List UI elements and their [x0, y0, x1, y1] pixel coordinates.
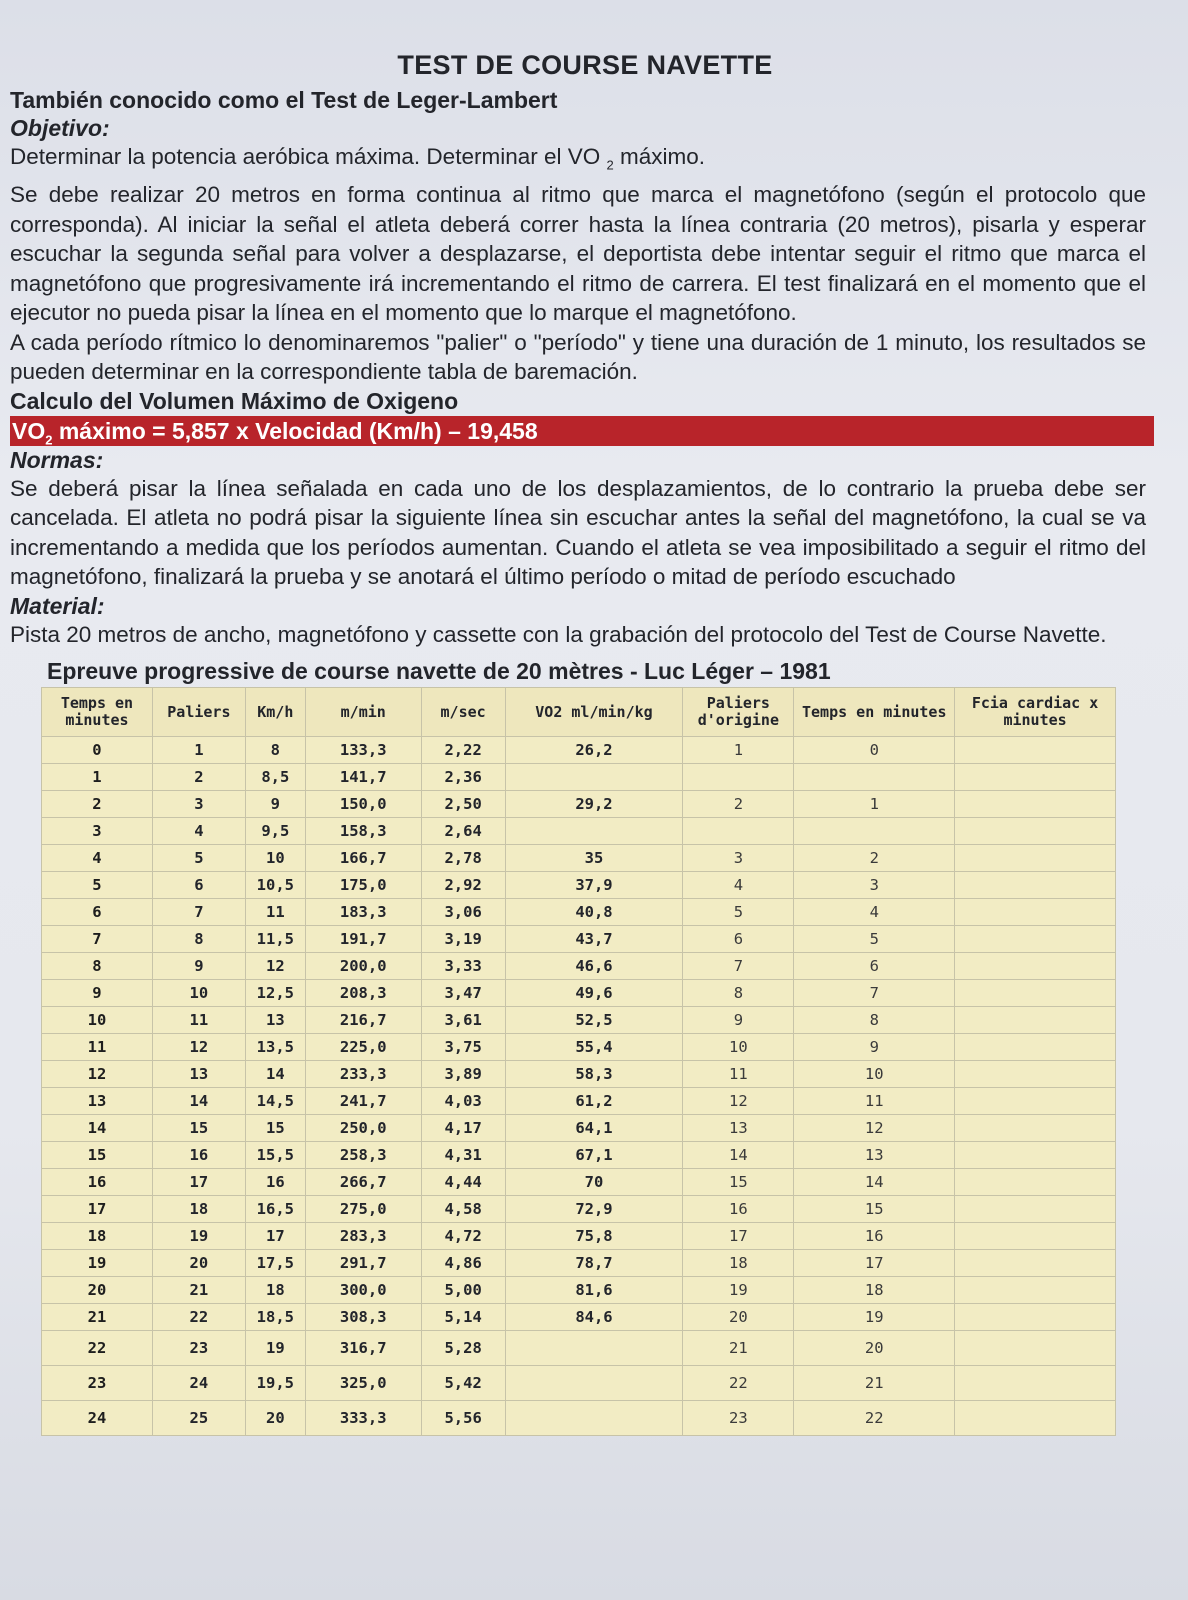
cell-m-sec: 4,58: [421, 1196, 505, 1223]
header-m-min: m/min: [305, 688, 421, 737]
cell-fcia: [955, 1223, 1116, 1250]
cell-m-min: 225,0: [305, 1034, 421, 1061]
subtitle: También conocido como el Test de Leger-Lambert: [10, 87, 558, 113]
cell-vo2: 37,9: [505, 872, 683, 899]
cell-fcia: [955, 1304, 1116, 1331]
cell-paliers: 19: [152, 1223, 245, 1250]
cell-fcia: [955, 764, 1116, 791]
cell-kmh: 12: [245, 953, 305, 980]
cell-kmh: 18: [245, 1277, 305, 1304]
cell-temps: 2: [42, 791, 153, 818]
cell-temps-2: 11: [794, 1088, 955, 1115]
cell-paliers: 16: [152, 1142, 245, 1169]
cell-temps-2: [794, 818, 955, 845]
cell-paliers-origine: 12: [683, 1088, 794, 1115]
cell-m-sec: 4,03: [421, 1088, 505, 1115]
cell-paliers-origine: 15: [683, 1169, 794, 1196]
cell-paliers: 20: [152, 1250, 245, 1277]
cell-m-min: 183,3: [305, 899, 421, 926]
table-row: [42, 1366, 1116, 1401]
cell-paliers: 23: [152, 1331, 245, 1366]
cell-fcia: [955, 1088, 1116, 1115]
cell-m-min: 325,0: [305, 1366, 421, 1401]
cell-paliers: 7: [152, 899, 245, 926]
cell-temps-2: 9: [794, 1034, 955, 1061]
cell-kmh: 19,5: [245, 1366, 305, 1401]
cell-kmh: 15,5: [245, 1142, 305, 1169]
formula-bar: [10, 416, 1154, 446]
cell-temps-2: 1: [794, 791, 955, 818]
header-vo2: VO2 ml/min/kg: [505, 688, 683, 737]
cell-paliers: 3: [152, 791, 245, 818]
cell-paliers: 14: [152, 1088, 245, 1115]
cell-m-min: 233,3: [305, 1061, 421, 1088]
table-title: Epreuve progressive de course navette de 20 mètres - Luc Léger – 1981: [47, 658, 831, 684]
cell-fcia: [955, 1115, 1116, 1142]
cell-temps: 23: [42, 1366, 153, 1401]
cell-kmh: 8: [245, 737, 305, 764]
cell-fcia: [955, 1169, 1116, 1196]
cell-kmh: 19: [245, 1331, 305, 1366]
cell-vo2: [505, 818, 683, 845]
cell-fcia: [955, 926, 1116, 953]
table-row: [42, 899, 1116, 926]
cell-kmh: 9: [245, 791, 305, 818]
cell-kmh: 11,5: [245, 926, 305, 953]
objetivo-paragraph-2: A cada período rítmico lo denominaremos "palier" o "período" y tiene una duración de 1 minuto, los resultados se pueden determinar en la correspondiente tabla de baremación.: [10, 329, 1146, 384]
header-paliers-origine: Paliers d'origine: [683, 688, 794, 737]
cell-vo2: 61,2: [505, 1088, 683, 1115]
cell-vo2: 67,1: [505, 1142, 683, 1169]
cell-kmh: 17,5: [245, 1250, 305, 1277]
cell-m-sec: 3,19: [421, 926, 505, 953]
cell-m-min: 191,7: [305, 926, 421, 953]
cell-temps-2: 0: [794, 737, 955, 764]
cell-temps: 12: [42, 1061, 153, 1088]
table-row: [42, 1401, 1116, 1436]
formula-sub: 2: [45, 432, 53, 448]
cell-vo2: 29,2: [505, 791, 683, 818]
cell-paliers-origine: 13: [683, 1115, 794, 1142]
cell-temps: 4: [42, 845, 153, 872]
objetivo-line-sub: 2: [606, 157, 614, 173]
cell-m-sec: 2,22: [421, 737, 505, 764]
cell-paliers: 6: [152, 872, 245, 899]
table-row: [42, 1061, 1116, 1088]
cell-m-sec: 2,50: [421, 791, 505, 818]
course-navette-table: [41, 687, 1116, 1436]
table-row: [42, 845, 1116, 872]
table-body: [42, 737, 1116, 1436]
cell-m-sec: 5,14: [421, 1304, 505, 1331]
table-row: [42, 737, 1116, 764]
normas-label: Normas:: [10, 446, 104, 473]
cell-fcia: [955, 1142, 1116, 1169]
cell-paliers-origine: 8: [683, 980, 794, 1007]
cell-temps-2: 8: [794, 1007, 955, 1034]
cell-kmh: 20: [245, 1401, 305, 1436]
cell-m-min: 241,7: [305, 1088, 421, 1115]
cell-temps-2: 17: [794, 1250, 955, 1277]
cell-paliers-origine: 14: [683, 1142, 794, 1169]
cell-kmh: 10,5: [245, 872, 305, 899]
header-temps-en-minutes: Temps en minutes: [42, 688, 153, 737]
calculo-heading: Calculo del Volumen Máximo de Oxigeno: [10, 387, 459, 414]
cell-m-min: 133,3: [305, 737, 421, 764]
cell-temps-2: 15: [794, 1196, 955, 1223]
cell-paliers: 4: [152, 818, 245, 845]
table-row: [42, 818, 1116, 845]
cell-vo2: 70: [505, 1169, 683, 1196]
cell-kmh: 17: [245, 1223, 305, 1250]
cell-paliers-origine: 7: [683, 953, 794, 980]
cell-m-sec: 3,33: [421, 953, 505, 980]
table-row: [42, 1277, 1116, 1304]
cell-temps: 7: [42, 926, 153, 953]
cell-paliers: 9: [152, 953, 245, 980]
cell-vo2: [505, 764, 683, 791]
cell-m-sec: 4,31: [421, 1142, 505, 1169]
header-paliers: Paliers: [152, 688, 245, 737]
page-title: TEST DE COURSE NAVETTE: [397, 50, 773, 80]
cell-paliers: 22: [152, 1304, 245, 1331]
cell-paliers-origine: 4: [683, 872, 794, 899]
cell-temps: 0: [42, 737, 153, 764]
objetivo-paragraph-1: Se debe realizar 20 metros en forma continua al ritmo que marca el magnetófono (según el protocolo que corresponda). Al iniciar la señal el atleta deberá correr hasta la línea contraria (20 metros), pisarla y esperar escuchar la segunda señal para volver a desplazarse, el deportista debe intentar seguir el ritmo que marca el magnetófono que progresivamente irá incrementando el ritmo de carrera. El test finalizará en el momento que el ejecutor no pueda pisar la línea en el momento que lo marque el magnetófono.: [10, 182, 1146, 325]
cell-vo2: 64,1: [505, 1115, 683, 1142]
cell-kmh: 9,5: [245, 818, 305, 845]
material-paragraph: Pista 20 metros de ancho, magnetófono y cassette con la grabación del protocolo del Test de Course Navette.: [10, 621, 1107, 647]
table-row: [42, 1250, 1116, 1277]
cell-paliers: 11: [152, 1007, 245, 1034]
cell-vo2: 46,6: [505, 953, 683, 980]
cell-kmh: 18,5: [245, 1304, 305, 1331]
cell-vo2: [505, 1366, 683, 1401]
cell-temps-2: 21: [794, 1366, 955, 1401]
cell-temps: 15: [42, 1142, 153, 1169]
cell-temps-2: 19: [794, 1304, 955, 1331]
cell-temps-2: 14: [794, 1169, 955, 1196]
cell-temps: 17: [42, 1196, 153, 1223]
cell-m-min: 216,7: [305, 1007, 421, 1034]
cell-paliers: 1: [152, 737, 245, 764]
cell-temps: 22: [42, 1331, 153, 1366]
cell-paliers: 25: [152, 1401, 245, 1436]
cell-temps-2: 20: [794, 1331, 955, 1366]
cell-fcia: [955, 1250, 1116, 1277]
cell-m-sec: 4,17: [421, 1115, 505, 1142]
objetivo-label: Objetivo:: [10, 115, 110, 141]
cell-fcia: [955, 1331, 1116, 1366]
cell-m-min: 158,3: [305, 818, 421, 845]
header-temps-en-minutes-2: Temps en minutes: [794, 688, 955, 737]
cell-vo2: 35: [505, 845, 683, 872]
cell-kmh: 13,5: [245, 1034, 305, 1061]
cell-temps: 8: [42, 953, 153, 980]
cell-m-min: 141,7: [305, 764, 421, 791]
cell-kmh: 10: [245, 845, 305, 872]
cell-temps-2: 13: [794, 1142, 955, 1169]
cell-kmh: 11: [245, 899, 305, 926]
cell-vo2: 58,3: [505, 1061, 683, 1088]
table-row: [42, 1196, 1116, 1223]
cell-paliers-origine: [683, 764, 794, 791]
formula-post: máximo = 5,857 x Velocidad (Km/h) – 19,458: [52, 417, 538, 444]
cell-temps-2: 12: [794, 1115, 955, 1142]
material-label: Material:: [10, 592, 105, 619]
cell-vo2: 81,6: [505, 1277, 683, 1304]
cell-temps-2: 22: [794, 1401, 955, 1436]
cell-m-sec: 2,36: [421, 764, 505, 791]
cell-paliers: 24: [152, 1366, 245, 1401]
cell-paliers: 10: [152, 980, 245, 1007]
table-row: [42, 1223, 1116, 1250]
cell-temps-2: 10: [794, 1061, 955, 1088]
table-row: [42, 926, 1116, 953]
cell-paliers: 17: [152, 1169, 245, 1196]
cell-temps-2: 6: [794, 953, 955, 980]
cell-paliers: 13: [152, 1061, 245, 1088]
cell-kmh: 14,5: [245, 1088, 305, 1115]
cell-m-min: 250,0: [305, 1115, 421, 1142]
cell-vo2: [505, 1401, 683, 1436]
cell-m-min: 316,7: [305, 1331, 421, 1366]
cell-temps-2: 3: [794, 872, 955, 899]
cell-paliers-origine: 20: [683, 1304, 794, 1331]
table-row: [42, 953, 1116, 980]
cell-m-min: 150,0: [305, 791, 421, 818]
table-row: [42, 1142, 1116, 1169]
cell-m-sec: 3,61: [421, 1007, 505, 1034]
cell-fcia: [955, 818, 1116, 845]
cell-paliers: 8: [152, 926, 245, 953]
cell-fcia: [955, 1401, 1116, 1436]
cell-m-min: 208,3: [305, 980, 421, 1007]
cell-temps-2: 7: [794, 980, 955, 1007]
cell-paliers-origine: 1: [683, 737, 794, 764]
cell-vo2: 43,7: [505, 926, 683, 953]
cell-m-min: 291,7: [305, 1250, 421, 1277]
cell-paliers-origine: 16: [683, 1196, 794, 1223]
cell-vo2: [505, 1331, 683, 1366]
cell-fcia: [955, 953, 1116, 980]
cell-paliers-origine: [683, 818, 794, 845]
normas-paragraph: Se deberá pisar la línea señalada en cada uno de los desplazamientos, de lo contrario la prueba debe ser cancelada. El atleta no podrá pisar la siguiente línea sin escuchar antes la señal del magnetófono, la cual se va incrementando a medida que los períodos aumentan. Cuando el atleta se vea imposibilitado a seguir el ritmo del magnetófono, finalizará la prueba y se anotará el último período o mitad de período escuchado: [10, 475, 1146, 589]
table-row: [42, 1034, 1116, 1061]
cell-m-min: 200,0: [305, 953, 421, 980]
cell-paliers-origine: 11: [683, 1061, 794, 1088]
cell-temps: 14: [42, 1115, 153, 1142]
cell-paliers-origine: 18: [683, 1250, 794, 1277]
cell-temps: 18: [42, 1223, 153, 1250]
cell-temps-2: 18: [794, 1277, 955, 1304]
cell-vo2: 72,9: [505, 1196, 683, 1223]
table-row: [42, 791, 1116, 818]
cell-kmh: 16: [245, 1169, 305, 1196]
objetivo-line-post: máximo.: [613, 144, 705, 169]
cell-paliers-origine: 17: [683, 1223, 794, 1250]
cell-m-min: 308,3: [305, 1304, 421, 1331]
cell-paliers-origine: 3: [683, 845, 794, 872]
header-fcia-cardiac: Fcia cardiac x minutes: [955, 688, 1116, 737]
cell-fcia: [955, 1196, 1116, 1223]
cell-temps: 3: [42, 818, 153, 845]
cell-m-min: 266,7: [305, 1169, 421, 1196]
cell-vo2: 75,8: [505, 1223, 683, 1250]
table-row: [42, 764, 1116, 791]
header-m-sec: m/sec: [421, 688, 505, 737]
cell-m-sec: 3,47: [421, 980, 505, 1007]
cell-paliers-origine: 2: [683, 791, 794, 818]
cell-paliers-origine: 22: [683, 1366, 794, 1401]
cell-fcia: [955, 791, 1116, 818]
formula-pre: VO: [12, 417, 46, 444]
cell-temps-2: 2: [794, 845, 955, 872]
cell-fcia: [955, 899, 1116, 926]
table-row: [42, 1331, 1116, 1366]
table-row: [42, 980, 1116, 1007]
cell-temps: 11: [42, 1034, 153, 1061]
cell-fcia: [955, 1061, 1116, 1088]
cell-paliers-origine: 6: [683, 926, 794, 953]
cell-m-min: 166,7: [305, 845, 421, 872]
cell-paliers-origine: 23: [683, 1401, 794, 1436]
cell-m-min: 333,3: [305, 1401, 421, 1436]
table-row: [42, 872, 1116, 899]
cell-paliers: 5: [152, 845, 245, 872]
header-km-h: Km/h: [245, 688, 305, 737]
cell-fcia: [955, 1007, 1116, 1034]
cell-fcia: [955, 737, 1116, 764]
cell-temps-2: [794, 764, 955, 791]
cell-temps: 9: [42, 980, 153, 1007]
cell-vo2: 78,7: [505, 1250, 683, 1277]
cell-temps: 16: [42, 1169, 153, 1196]
cell-paliers-origine: 21: [683, 1331, 794, 1366]
cell-m-sec: 2,92: [421, 872, 505, 899]
cell-vo2: 40,8: [505, 899, 683, 926]
table-row: [42, 1007, 1116, 1034]
cell-vo2: 55,4: [505, 1034, 683, 1061]
cell-paliers: 12: [152, 1034, 245, 1061]
cell-kmh: 16,5: [245, 1196, 305, 1223]
cell-fcia: [955, 872, 1116, 899]
cell-fcia: [955, 980, 1116, 1007]
cell-vo2: 49,6: [505, 980, 683, 1007]
cell-fcia: [955, 1366, 1116, 1401]
cell-vo2: 52,5: [505, 1007, 683, 1034]
cell-paliers-origine: 5: [683, 899, 794, 926]
cell-paliers: 18: [152, 1196, 245, 1223]
cell-m-sec: 4,44: [421, 1169, 505, 1196]
table-row: [42, 1304, 1116, 1331]
cell-m-sec: 3,75: [421, 1034, 505, 1061]
cell-temps-2: 16: [794, 1223, 955, 1250]
cell-vo2: 84,6: [505, 1304, 683, 1331]
cell-temps: 24: [42, 1401, 153, 1436]
cell-kmh: 12,5: [245, 980, 305, 1007]
cell-paliers: 15: [152, 1115, 245, 1142]
cell-m-sec: 2,78: [421, 845, 505, 872]
cell-m-min: 300,0: [305, 1277, 421, 1304]
objetivo-line: [10, 142, 1146, 180]
cell-m-sec: 4,86: [421, 1250, 505, 1277]
cell-kmh: 14: [245, 1061, 305, 1088]
cell-m-sec: 5,28: [421, 1331, 505, 1366]
cell-temps-2: 4: [794, 899, 955, 926]
table-header-row: [42, 688, 1116, 737]
cell-temps-2: 5: [794, 926, 955, 953]
cell-temps: 21: [42, 1304, 153, 1331]
cell-paliers: 2: [152, 764, 245, 791]
cell-m-sec: 5,00: [421, 1277, 505, 1304]
cell-temps: 13: [42, 1088, 153, 1115]
cell-paliers-origine: 19: [683, 1277, 794, 1304]
cell-temps: 20: [42, 1277, 153, 1304]
cell-temps: 10: [42, 1007, 153, 1034]
cell-m-sec: 5,42: [421, 1366, 505, 1401]
cell-paliers-origine: 9: [683, 1007, 794, 1034]
document-page: [10, 48, 1160, 1436]
table-row: [42, 1169, 1116, 1196]
cell-paliers: 21: [152, 1277, 245, 1304]
cell-kmh: 15: [245, 1115, 305, 1142]
cell-paliers-origine: 10: [683, 1034, 794, 1061]
cell-kmh: 8,5: [245, 764, 305, 791]
cell-m-min: 175,0: [305, 872, 421, 899]
cell-m-min: 275,0: [305, 1196, 421, 1223]
cell-m-min: 258,3: [305, 1142, 421, 1169]
table-row: [42, 1088, 1116, 1115]
cell-temps: 1: [42, 764, 153, 791]
cell-temps: 5: [42, 872, 153, 899]
objetivo-line-pre: Determinar la potencia aeróbica máxima. Determinar el VO: [10, 144, 607, 169]
cell-m-sec: 3,06: [421, 899, 505, 926]
cell-fcia: [955, 845, 1116, 872]
cell-m-sec: 5,56: [421, 1401, 505, 1436]
cell-fcia: [955, 1034, 1116, 1061]
cell-fcia: [955, 1277, 1116, 1304]
table-row: [42, 1115, 1116, 1142]
cell-m-sec: 2,64: [421, 818, 505, 845]
cell-vo2: 26,2: [505, 737, 683, 764]
cell-m-min: 283,3: [305, 1223, 421, 1250]
cell-m-sec: 4,72: [421, 1223, 505, 1250]
cell-m-sec: 3,89: [421, 1061, 505, 1088]
cell-temps: 6: [42, 899, 153, 926]
cell-kmh: 13: [245, 1007, 305, 1034]
cell-temps: 19: [42, 1250, 153, 1277]
